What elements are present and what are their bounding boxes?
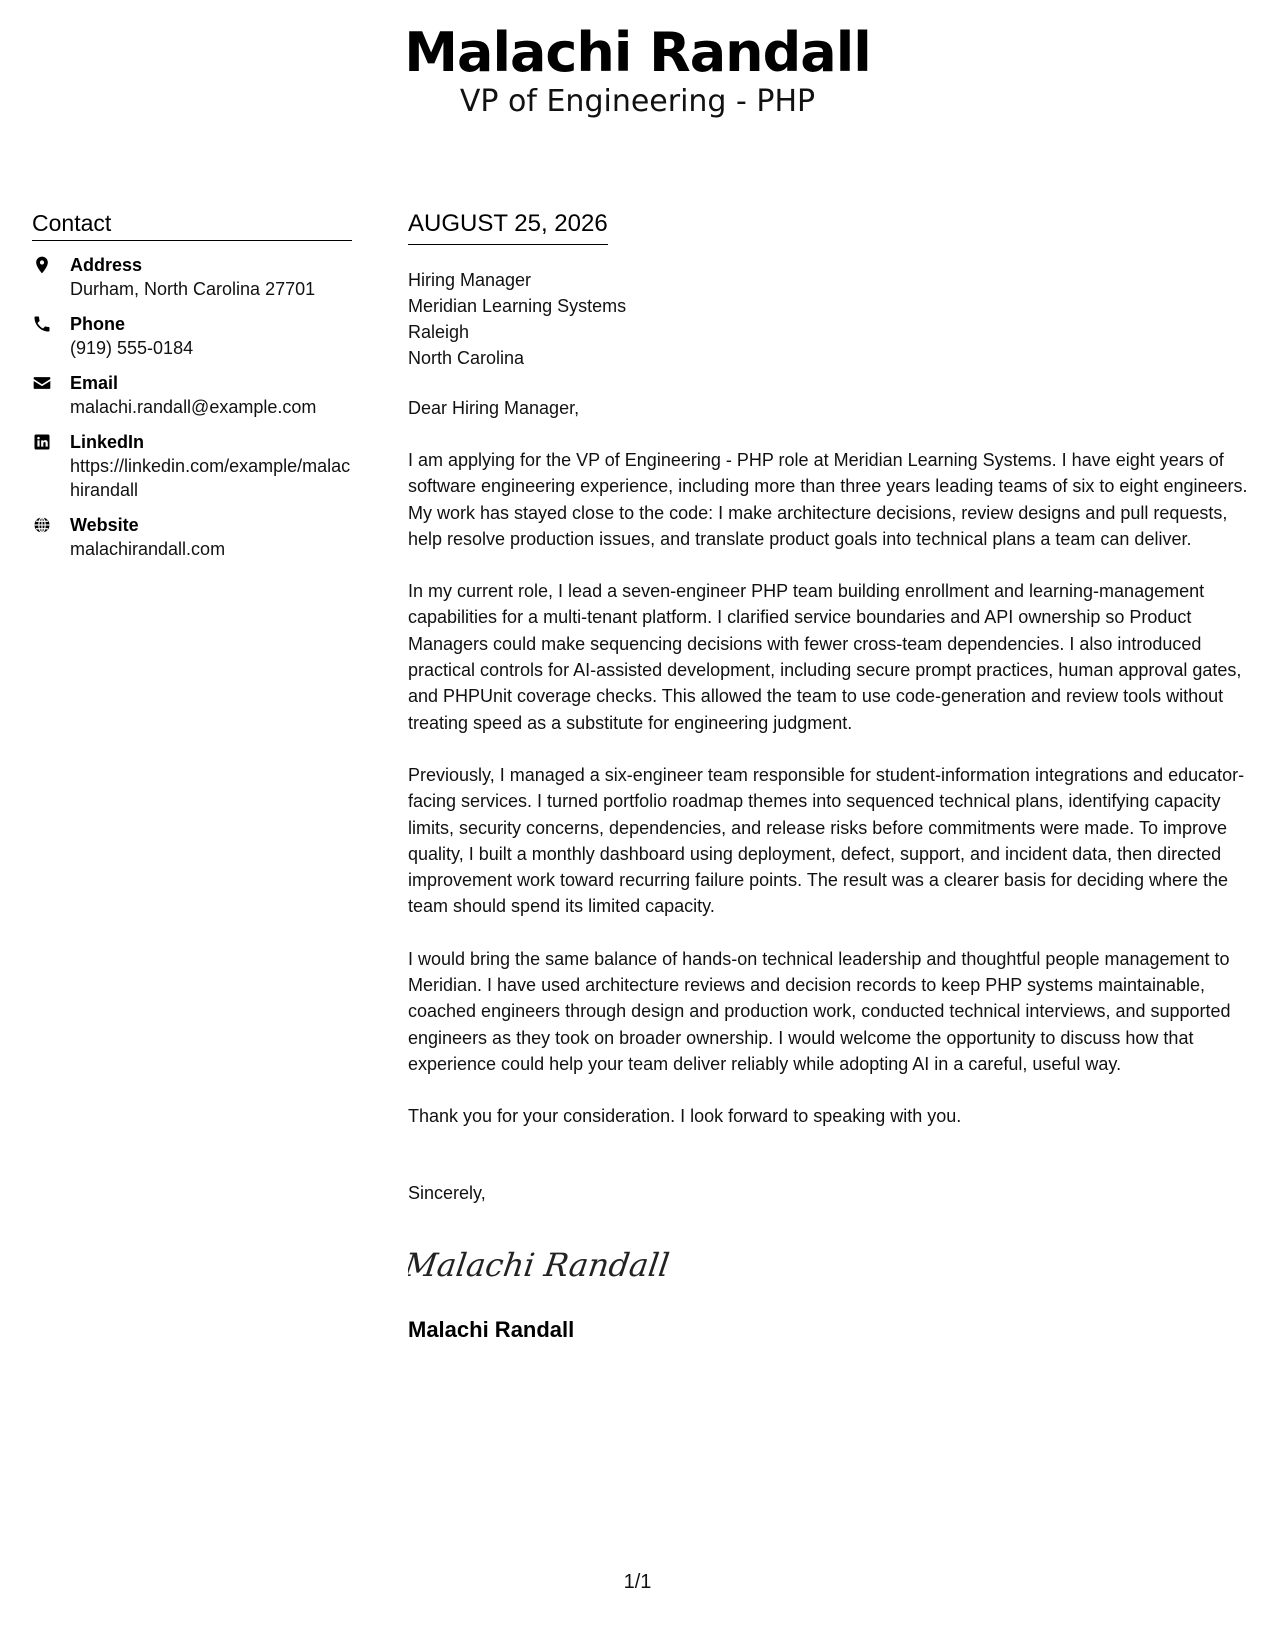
recipient-block [408, 267, 1253, 371]
signer-name: Malachi Randall [408, 1316, 575, 1342]
body-paragraph: I would bring the same balance of hands-on technical leadership and thoughtful people management to Meridian. I have used architecture reviews and decision records to keep PHP systems maintainable, coached engineers through design and production work, conducted technical interviews, and supported engineers as they took on broader ownership. I would welcome the opportunity to discuss how that experience could help your team deliver reliably while adopting AI in a careful, useful way. [408, 948, 1231, 1074]
linkedin-icon [32, 430, 70, 452]
envelope-icon [32, 371, 70, 393]
contact-item-address [32, 253, 352, 301]
date-block [408, 208, 608, 245]
applicant-name: Malachi Randall [404, 21, 871, 84]
contact-label: Website [70, 515, 139, 535]
contact-label: Address [70, 255, 143, 275]
job-title: VP of Engineering - PHP [459, 84, 816, 119]
contact-heading: Contact [32, 208, 352, 241]
map-pin-icon [32, 253, 70, 275]
recipient-line: Hiring Manager [408, 270, 532, 290]
contact-item-phone [32, 312, 352, 360]
linkedin-value[interactable]: https://linkedin.com/example/malachirandall [70, 456, 351, 500]
contact-sidebar [32, 208, 352, 572]
phone-value[interactable]: (919) 555-0184 [70, 338, 194, 358]
salutation: Dear Hiring Manager, [408, 398, 580, 418]
closing: Sincerely, [408, 1182, 486, 1203]
website-value[interactable]: malachirandall.com [70, 539, 226, 559]
contact-item-website [32, 513, 352, 561]
body-paragraph: In my current role, I lead a seven-engineer PHP team building enrollment and learning-management capabilities for a multi-tenant platform. I clarified service boundaries and API ownership so Product Managers could make sequencing decisions with fewer cross-team dependencies. I also introduced practical controls for AI-assisted development, including secure prompt practices, human approval gates, and PHPUnit coverage checks. This allowed the team to use code-generation and review tools without treating speed as a substitute for engineering judgment. [408, 581, 1242, 733]
body-paragraph: Previously, I managed a six-engineer team responsible for student-information integrations and educator-facing services. I turned portfolio roadmap themes into sequenced technical plans, identifying capacity limits, security concerns, dependencies, and release risks before commitments were made. To improve quality, I built a monthly dashboard using deployment, defect, support, and incident data, then directed improvement work toward recurring failure points. The result was a clearer basis for deciding where the team should spend its limited capacity. [408, 764, 1245, 917]
body-paragraph: Thank you for your consideration. I look forward to speaking with you. [408, 1106, 962, 1127]
page-number: 1/1 [623, 1571, 652, 1593]
contact-item-email [32, 371, 352, 419]
contact-label: LinkedIn [70, 432, 145, 452]
contact-label: Phone [70, 314, 126, 334]
recipient-line: Raleigh [408, 322, 470, 342]
handwritten-signature [408, 1240, 678, 1288]
contact-list [32, 253, 352, 561]
resume-header [0, 22, 1275, 120]
letter-date: AUGUST 25, 2026 [408, 210, 608, 237]
globe-icon [32, 513, 70, 535]
phone-icon [32, 312, 70, 334]
contact-label: Email [70, 373, 119, 393]
body-paragraph: I am applying for the VP of Engineering - PHP role at Meridian Learning Systems. I have eight years of software engineering experience, including more than three years leading teams of six to eight engineers. My work has stayed close to the code: I make architecture decisions, review designs and pull requests, help resolve production issues, and translate product goals into technical plans a team can deliver. [408, 450, 1248, 549]
recipient-line: Meridian Learning Systems [408, 296, 627, 316]
signature-text: Malachi Randall [408, 1245, 672, 1284]
cover-letter [408, 208, 1253, 1345]
email-value[interactable]: malachi.randall@example.com [70, 397, 317, 417]
recipient-line: North Carolina [408, 348, 525, 368]
contact-item-linkedin [32, 430, 352, 502]
address-value: Durham, North Carolina 27701 [70, 279, 316, 299]
